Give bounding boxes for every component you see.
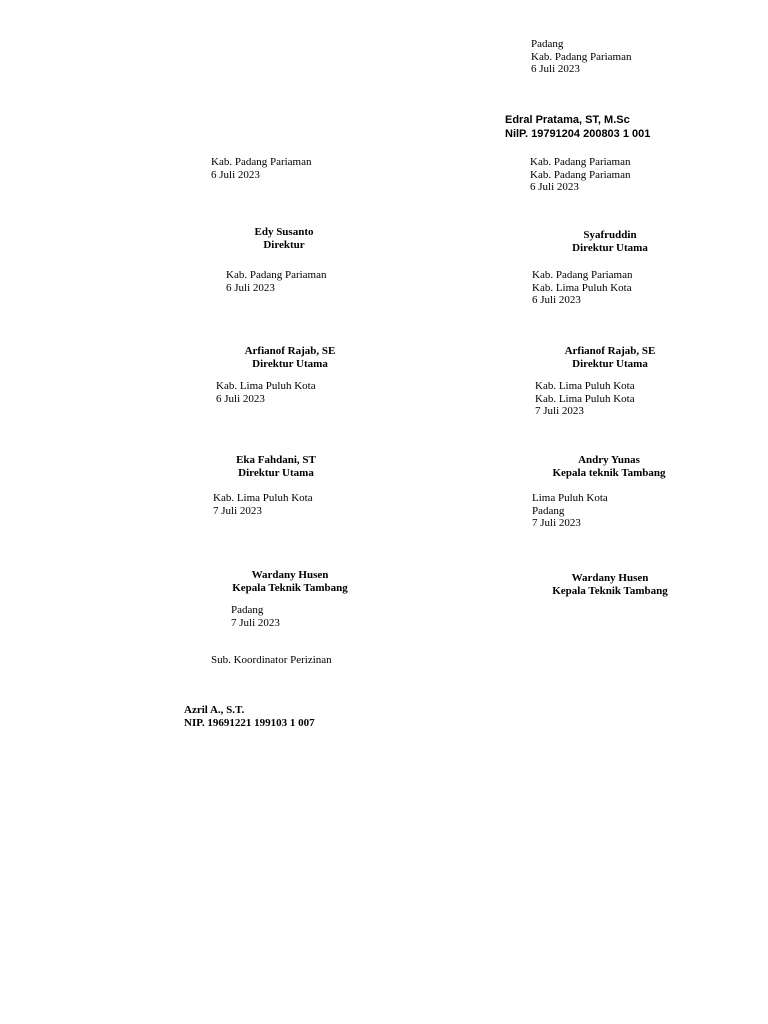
date-line: 6 Juli 2023: [530, 181, 579, 194]
date-line: 6 Juli 2023: [532, 294, 581, 307]
signature-block-4: [230, 345, 350, 370]
signature-block-1: [505, 113, 650, 141]
place-line: Kab. Lima Puluh Kota: [535, 392, 635, 405]
date-line: 7 Juli 2023: [532, 517, 581, 530]
signer-id: NilP. 19791204 200803 1 001: [505, 128, 651, 140]
place-line: Kab. Lima Puluh Kota: [216, 380, 316, 392]
signature-block-7: [544, 454, 674, 479]
place-line: Padang: [531, 38, 564, 50]
signer-name: Wardany Husen: [571, 572, 649, 584]
signature-block-2: [234, 226, 334, 251]
place-line: Padang: [532, 504, 565, 517]
signer-title: Direktur Utama: [238, 466, 314, 479]
place-date-block-9: [532, 492, 608, 530]
signer-title: Direktur Utama: [252, 357, 328, 370]
signer-title: Kepala Teknik Tambang: [552, 584, 668, 597]
place-line: Kab. Lima Puluh Kota: [213, 492, 313, 504]
place-line: Kab. Padang Pariaman: [532, 269, 633, 281]
date-line: 7 Juli 2023: [231, 616, 280, 629]
place-date-block-1: [531, 38, 632, 76]
place-line: Kab. Padang Pariaman: [530, 156, 631, 168]
signer-name: Arfianof Rajab, SE: [564, 345, 656, 357]
signer-name: Arfianof Rajab, SE: [244, 345, 336, 357]
place-line: Kab. Padang Pariaman: [226, 269, 327, 281]
place-line: Padang: [231, 604, 264, 616]
signer-name: Edral Pratama, ST, M.Sc: [505, 114, 630, 126]
place-line: Kab. Lima Puluh Kota: [535, 380, 635, 392]
signer-title: Direktur Utama: [572, 241, 648, 254]
place-date-block-5: [532, 269, 633, 307]
date-line: 6 Juli 2023: [216, 392, 265, 405]
date-line: 7 Juli 2023: [535, 405, 584, 418]
place-date-block-2: [211, 156, 312, 181]
place-date-block-8: [213, 492, 313, 517]
signature-block-6: [231, 454, 321, 479]
place-date-block-6: [216, 380, 316, 405]
signer-title: Kepala Teknik Tambang: [232, 581, 348, 594]
place-date-block-10: [231, 604, 280, 629]
signer-id: NIP. 19691221 199103 1 007: [184, 716, 315, 729]
date-line: 7 Juli 2023: [213, 504, 262, 517]
signer-title: Direktur: [263, 238, 305, 251]
signer-name: Azril A., S.T.: [184, 704, 245, 716]
place-line: Kab. Padang Pariaman: [530, 168, 631, 181]
signer-name: Syafruddin: [583, 229, 637, 241]
place-line: Kab. Padang Pariaman: [531, 50, 632, 63]
signature-block-5: [550, 345, 670, 370]
signer-title: Kepala teknik Tambang: [552, 466, 666, 479]
signer-name: Edy Susanto: [254, 226, 314, 238]
signature-block-8: [220, 569, 360, 594]
date-line: 6 Juli 2023: [531, 63, 580, 76]
signer-name: Andry Yunas: [578, 454, 640, 466]
place-date-block-7: [535, 380, 635, 418]
place-line: Lima Puluh Kota: [532, 492, 608, 504]
position-line: Sub. Koordinator Perizinan: [211, 654, 332, 666]
signature-block-10: [184, 704, 315, 729]
signature-block-9: [540, 572, 680, 597]
signer-name: Wardany Husen: [251, 569, 329, 581]
place-line: Kab. Lima Puluh Kota: [532, 281, 632, 294]
date-line: 6 Juli 2023: [226, 281, 275, 294]
signer-title: Direktur Utama: [572, 357, 648, 370]
place-line: Kab. Padang Pariaman: [211, 156, 312, 168]
signature-block-3: [555, 229, 665, 254]
signer-name: Eka Fahdani, ST: [236, 454, 316, 466]
place-date-block-4: [226, 269, 327, 294]
place-date-block-3: [530, 156, 631, 194]
position-block: [211, 654, 332, 667]
date-line: 6 Juli 2023: [211, 168, 260, 181]
